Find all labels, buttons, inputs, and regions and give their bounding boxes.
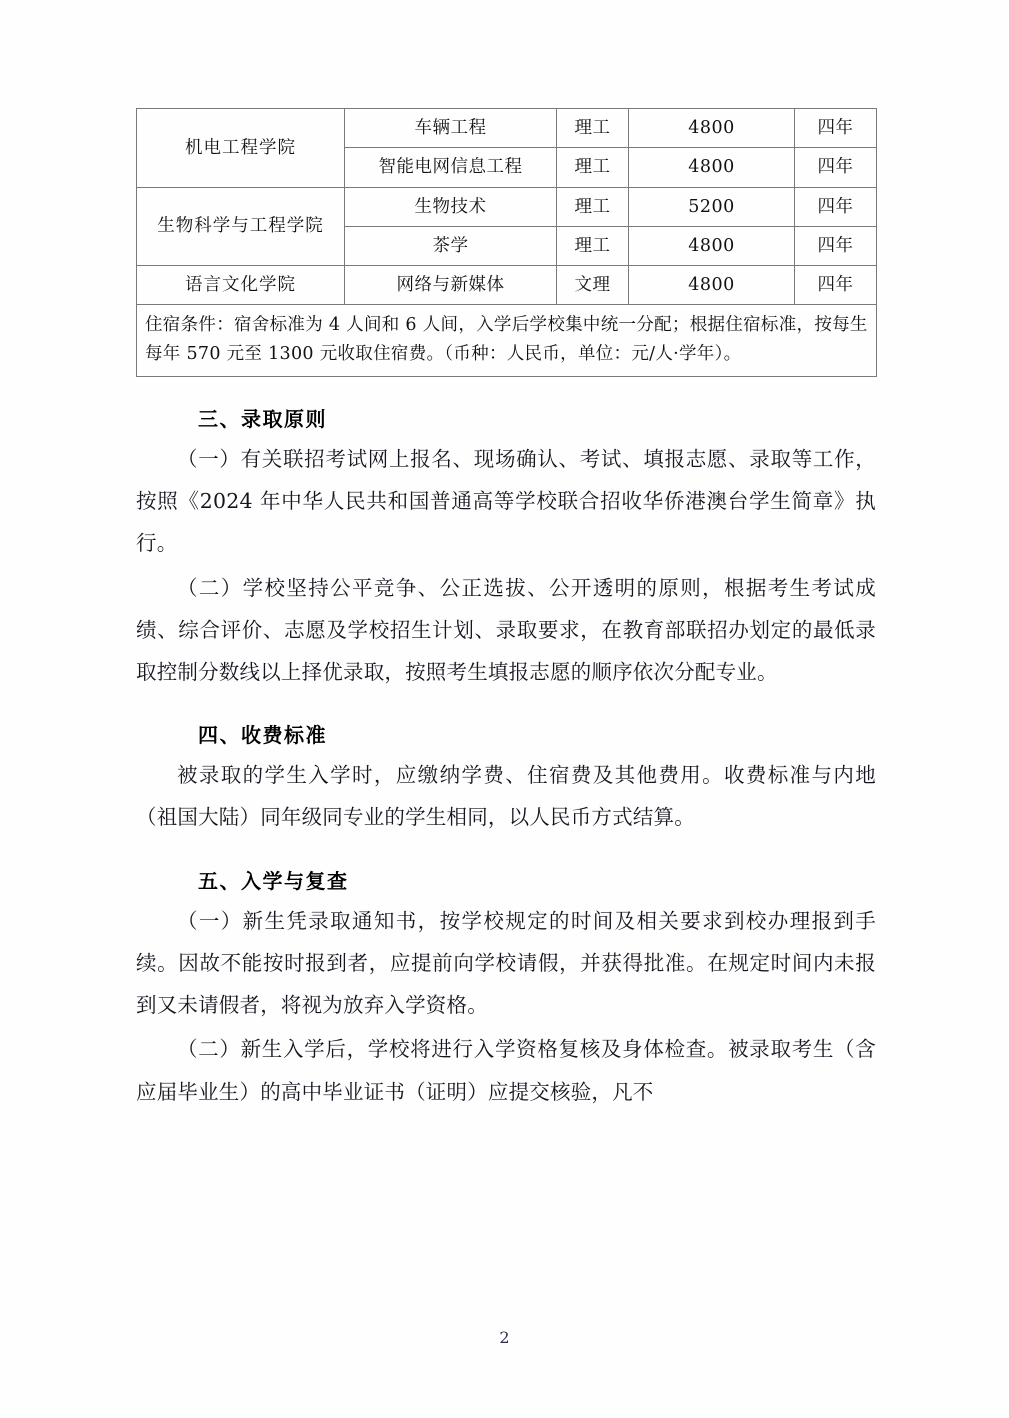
cell-college: 语言文化学院 xyxy=(137,266,345,305)
cell-years: 四年 xyxy=(795,266,877,305)
cell-years: 四年 xyxy=(795,109,877,148)
cell-major: 网络与新媒体 xyxy=(345,266,557,305)
cell-major: 智能电网信息工程 xyxy=(345,148,557,187)
enrollment-plan-table xyxy=(136,108,877,377)
paragraph: （一）有关联招考试网上报名、现场确认、考试、填报志愿、录取等工作，按照《2024 年中华人民共和国普通高等学校联合招收华侨港澳台学生简章》执行。 xyxy=(136,446,876,556)
paragraph: （二）学校坚持公平竞争、公正选拔、公开透明的原则，根据考生考试成绩、综合评价、志愿及学校招生计划、录取要求，在教育部联招办划定的最低录取控制分数线以上择优录取，按照考生填报志愿的顺序依次分配专业。 xyxy=(136,575,876,685)
cell-major: 车辆工程 xyxy=(345,109,557,148)
paragraph: （一）新生凭录取通知书，按学校规定的时间及相关要求到校办理报到手续。因故不能按时报到者，应提前向学校请假，并获得批准。在规定时间内未报到又未请假者，将视为放弃入学资格。 xyxy=(136,908,876,1018)
table-row xyxy=(137,187,877,226)
section-heading-enrollment-review: 五、入学与复查 xyxy=(198,868,349,893)
section-heading-admission-principles: 三、录取原则 xyxy=(198,406,327,431)
cell-years: 四年 xyxy=(795,187,877,226)
paragraph: 被录取的学生入学时，应缴纳学费、住宿费及其他费用。收费标准与内地（祖国大陆）同年级同专业的学生相同，以人民币方式结算。 xyxy=(136,763,876,830)
cell-college: 生物科学与工程学院 xyxy=(137,187,345,266)
cell-type: 理工 xyxy=(557,109,629,148)
page-content xyxy=(136,108,876,1115)
cell-college: 机电工程学院 xyxy=(137,109,345,188)
cell-type: 理工 xyxy=(557,226,629,265)
cell-years: 四年 xyxy=(795,148,877,187)
page-number: 2 xyxy=(499,1328,510,1347)
cell-major: 茶学 xyxy=(345,226,557,265)
cell-type: 理工 xyxy=(557,148,629,187)
paragraph: （二）新生入学后，学校将进行入学资格复核及身体检查。被录取考生（含应届毕业生）的高中毕业证书（证明）应提交核验，凡不 xyxy=(136,1037,876,1104)
cell-major: 生物技术 xyxy=(345,187,557,226)
cell-type: 理工 xyxy=(557,187,629,226)
cell-fee: 4800 xyxy=(629,226,795,265)
cell-fee: 4800 xyxy=(629,109,795,148)
cell-type: 文理 xyxy=(557,266,629,305)
table-footnote-row xyxy=(137,305,877,377)
cell-fee: 5200 xyxy=(629,187,795,226)
accommodation-note: 住宿条件：宿舍标准为 4 人间和 6 人间，入学后学校集中统一分配；根据住宿标准，按每生每年 570 元至 1300 元收取住宿费。（币种：人民币，单位：元/人·学年）。 xyxy=(137,305,877,377)
cell-fee: 4800 xyxy=(629,266,795,305)
table-body xyxy=(137,109,877,377)
cell-years: 四年 xyxy=(795,226,877,265)
section-heading-fee-standards: 四、收费标准 xyxy=(198,723,327,748)
table-row xyxy=(137,109,877,148)
table-row xyxy=(137,266,877,305)
cell-fee: 4800 xyxy=(629,148,795,187)
